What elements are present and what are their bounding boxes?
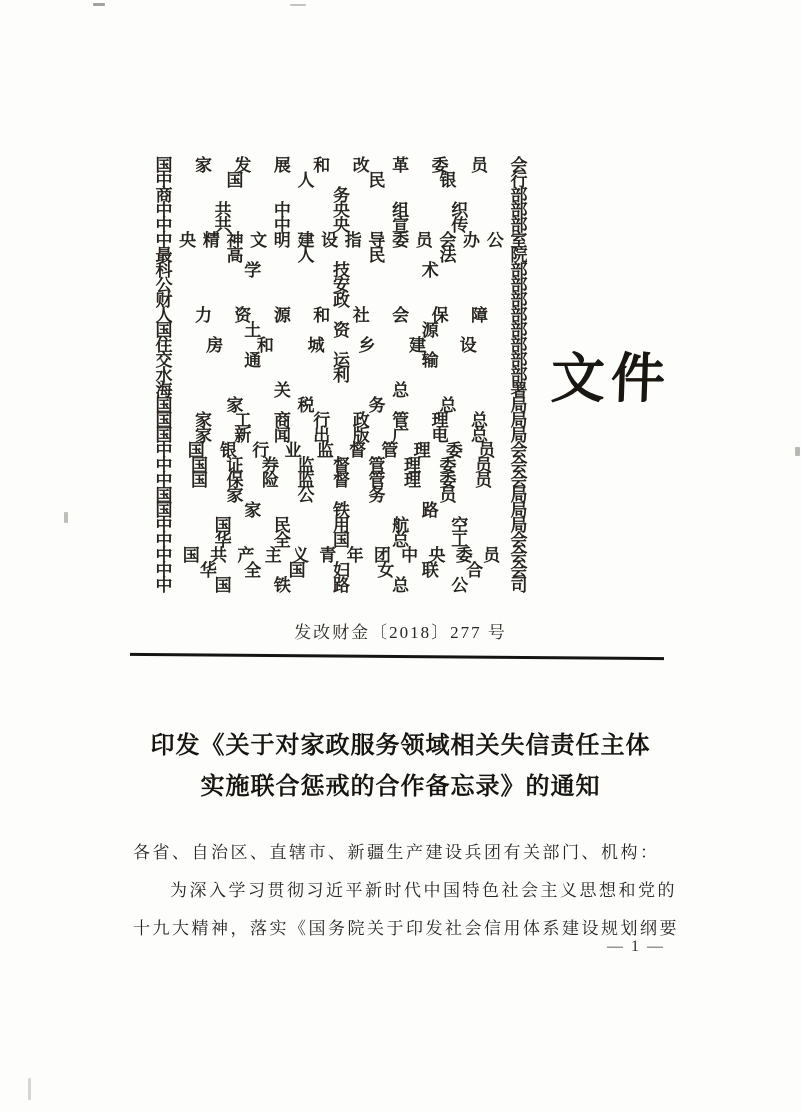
- agency-char: 行: [252, 441, 270, 460]
- agency-char: 中: [155, 456, 173, 475]
- agency-char: 中: [273, 216, 291, 235]
- scan-speck: [28, 1078, 31, 1100]
- agency-char: 用: [332, 516, 350, 535]
- agency-char: 理: [404, 456, 421, 475]
- agency-char: 广: [392, 426, 410, 445]
- agency-char: 出: [313, 426, 331, 445]
- agency-char: 央: [332, 216, 350, 235]
- agency-char: 路: [332, 576, 350, 595]
- agency-char: 总: [392, 576, 410, 595]
- agency-char: 展: [273, 156, 291, 175]
- agency-char: 局: [510, 516, 528, 535]
- agency-char: 工: [234, 411, 252, 430]
- agency-char: 委: [392, 231, 410, 250]
- agency-char: 和: [313, 156, 331, 175]
- agency-char: 家: [226, 486, 244, 505]
- paragraph-line2: 十九大精神，落实《国务院关于印发社会信用体系建设规划纲要: [133, 919, 679, 938]
- agency-char: 政: [333, 291, 350, 310]
- agency-char: 券: [262, 456, 279, 475]
- agency-char: 央: [332, 201, 350, 220]
- agency-char: 技: [333, 261, 350, 280]
- agency-char: 局: [510, 396, 528, 415]
- agency-char: 员: [415, 231, 433, 250]
- agency-char: 输: [421, 351, 439, 370]
- doc-title-line1: 印发《关于对家政服务领域相关失信责任主体: [150, 733, 651, 759]
- agency-char: 总: [471, 426, 488, 445]
- agency-char: 员: [478, 441, 496, 460]
- agency-char: 明: [273, 231, 291, 250]
- agency-char: 员: [475, 456, 492, 475]
- agency-char: 设: [321, 231, 339, 250]
- agency-char: 华: [214, 531, 232, 550]
- agency-char: 中: [155, 576, 173, 595]
- agency-char: 国: [155, 501, 173, 520]
- agency-char: 安: [333, 276, 350, 295]
- agency-char: 银: [220, 441, 238, 460]
- agency-char: 部: [510, 276, 528, 295]
- agency-char: 关: [273, 381, 291, 400]
- agency-char: 委: [439, 456, 457, 475]
- agency-char: 会: [510, 441, 528, 460]
- agency-char: 国: [155, 486, 173, 505]
- agency-char: 监: [316, 441, 334, 460]
- agency-char: 税: [297, 396, 315, 415]
- agency-char: 织: [451, 201, 469, 220]
- agency-char: 中: [155, 531, 173, 550]
- agency-char: 土: [244, 321, 262, 340]
- agency-char: 公: [451, 576, 469, 595]
- agency-char: 航: [392, 516, 410, 535]
- agency-char: 乡: [358, 336, 376, 355]
- agency-char: 革: [392, 156, 410, 175]
- agency-char: 人: [297, 246, 315, 265]
- agency-char: 民: [368, 171, 386, 190]
- agency-char: 公: [486, 231, 504, 250]
- doc-number: 发改财金〔2018〕277 号: [294, 623, 507, 642]
- agency-char: 会: [439, 231, 457, 250]
- agency-char: 主: [264, 546, 282, 565]
- agency-char: 建: [409, 336, 427, 355]
- agency-char: 家: [244, 501, 262, 520]
- agency-char: 团: [373, 546, 391, 565]
- agency-char: 闻: [273, 426, 291, 445]
- agency-char: 房: [206, 336, 224, 355]
- agency-char: 指: [344, 231, 362, 250]
- agency-char: 神: [226, 231, 244, 250]
- agency-char: 华: [199, 561, 217, 580]
- agency-char: 高: [226, 246, 244, 265]
- agency-char: 青: [319, 546, 337, 565]
- agency-char: 设: [459, 336, 477, 355]
- agency-char: 传: [451, 216, 469, 235]
- agency-char: 家: [194, 426, 212, 445]
- agency-char: 中: [155, 171, 173, 190]
- agency-char: 商: [273, 411, 291, 430]
- agency-char: 保: [226, 471, 244, 490]
- agency-char: 中: [155, 546, 173, 565]
- agency-line: [155, 368, 528, 383]
- agency-char: 部: [510, 351, 528, 370]
- agency-char: 管: [368, 456, 386, 475]
- agency-char: 国: [155, 426, 173, 445]
- agency-char: 中: [155, 201, 173, 220]
- agency-char: 委: [445, 441, 463, 460]
- agency-char: 版: [352, 426, 370, 445]
- agency-char: 行: [510, 171, 528, 190]
- agency-char: 委: [431, 156, 449, 175]
- agency-char: 国: [332, 531, 350, 550]
- agency-char: 社: [352, 306, 370, 325]
- agency-char: 督: [333, 471, 350, 490]
- agency-char: 科: [155, 261, 173, 280]
- agency-line: [155, 428, 528, 443]
- agency-char: 员: [471, 156, 488, 175]
- agency-char: 员: [439, 486, 457, 505]
- agency-char: 管: [368, 471, 386, 490]
- agency-char: 中: [273, 201, 291, 220]
- agency-char: 管: [381, 441, 399, 460]
- agency-char: 部: [510, 291, 528, 310]
- agency-char: 部: [510, 216, 528, 235]
- agency-char: 资: [333, 321, 350, 340]
- agency-char: 国: [214, 516, 232, 535]
- agency-char: 部: [510, 186, 528, 205]
- agency-char: 证: [226, 456, 244, 475]
- agency-char: 宣: [392, 216, 410, 235]
- agency-char: 国: [288, 561, 306, 580]
- agency-char: 务: [333, 186, 350, 205]
- agency-char: 险: [262, 471, 279, 490]
- agency-list: [155, 158, 528, 593]
- scan-speck: [93, 3, 105, 6]
- agency-char: 铁: [273, 576, 291, 595]
- agency-char: 央: [428, 546, 446, 565]
- agency-char: 家: [226, 396, 244, 415]
- page-number: — 1 —: [607, 938, 665, 955]
- agency-char: 国: [214, 576, 232, 595]
- agency-char: 年: [346, 546, 364, 565]
- agency-char: 委: [455, 546, 473, 565]
- agency-char: 公: [155, 276, 173, 295]
- agency-char: 导: [368, 231, 386, 250]
- agency-char: 业: [284, 441, 302, 460]
- agency-char: 路: [421, 501, 439, 520]
- agency-char: 共: [210, 546, 228, 565]
- agency-char: 总: [392, 531, 410, 550]
- agency-char: 总: [439, 396, 457, 415]
- agency-char: 中: [155, 441, 173, 460]
- agency-char: 源: [273, 306, 291, 325]
- agency-char: 通: [244, 351, 262, 370]
- agency-char: 改: [352, 156, 370, 175]
- agency-char: 部: [510, 306, 528, 325]
- agency-char: 会: [510, 456, 528, 475]
- salutation: 各省、自治区、直辖市、新疆生产建设兵团有关部门、机构：: [133, 843, 660, 862]
- agency-char: 会: [510, 156, 528, 175]
- agency-char: 最: [155, 246, 173, 265]
- agency-char: 会: [392, 306, 410, 325]
- agency-char: 和: [256, 336, 274, 355]
- doc-title: [0, 726, 801, 808]
- agency-char: 中: [401, 546, 419, 565]
- agency-char: 中: [155, 231, 173, 250]
- agency-char: 国: [191, 471, 208, 490]
- agency-char: 运: [333, 351, 350, 370]
- agency-char: 督: [333, 456, 350, 475]
- agency-char: 总: [392, 381, 410, 400]
- agency-char: 妇: [333, 561, 350, 580]
- agency-char: 行: [313, 411, 331, 430]
- agency-char: 务: [368, 486, 386, 505]
- agency-char: 源: [421, 321, 439, 340]
- agency-char: 法: [439, 246, 457, 265]
- agency-char: 央: [179, 231, 197, 250]
- agency-char: 全: [273, 531, 291, 550]
- agency-char: 财: [155, 291, 173, 310]
- header-divider: [130, 653, 664, 660]
- agency-char: 全: [244, 561, 262, 580]
- agency-char: 中: [155, 216, 173, 235]
- agency-char: 资: [234, 306, 252, 325]
- agency-char: 国: [182, 546, 200, 565]
- agency-char: 总: [471, 411, 488, 430]
- agency-char: 女: [377, 561, 395, 580]
- agency-char: 局: [510, 426, 528, 445]
- agency-char: 员: [475, 471, 492, 490]
- doc-type-label: 文件: [549, 349, 672, 409]
- agency-char: 国: [155, 321, 173, 340]
- agency-char: 精: [202, 231, 220, 250]
- agency-char: 人: [297, 171, 315, 190]
- agency-char: 产: [237, 546, 255, 565]
- paragraph-line1: 为深入学习贯彻习近平新时代中国特色社会主义思想和党的: [170, 881, 677, 900]
- agency-char: 城: [307, 336, 325, 355]
- agency-char: 工: [451, 531, 469, 550]
- agency-char: 理: [404, 471, 421, 490]
- agency-char: 中: [155, 471, 173, 490]
- agency-char: 监: [297, 456, 315, 475]
- agency-char: 司: [510, 576, 528, 595]
- agency-char: 共: [214, 201, 232, 220]
- agency-line: [155, 158, 528, 173]
- scan-speck: [290, 4, 306, 6]
- agency-char: 利: [333, 366, 350, 385]
- agency-char: 中: [155, 561, 173, 580]
- agency-char: 管: [392, 411, 410, 430]
- agency-char: 交: [155, 351, 173, 370]
- agency-line: [155, 473, 528, 488]
- agency-char: 会: [510, 561, 528, 580]
- agency-char: 室: [510, 231, 528, 250]
- agency-char: 家: [194, 156, 212, 175]
- agency-char: 家: [194, 411, 212, 430]
- agency-char: 组: [392, 201, 410, 220]
- agency-char: 会: [510, 531, 528, 550]
- agency-char: 国: [187, 441, 205, 460]
- agency-char: 部: [510, 261, 528, 280]
- agency-char: 海: [155, 381, 173, 400]
- agency-char: 民: [273, 516, 291, 535]
- agency-char: 民: [368, 246, 386, 265]
- agency-char: 联: [421, 561, 439, 580]
- agency-char: 电: [431, 426, 449, 445]
- agency-char: 空: [451, 516, 469, 535]
- agency-char: 国: [155, 411, 173, 430]
- agency-char: 办: [463, 231, 481, 250]
- agency-char: 署: [510, 381, 528, 400]
- agency-char: 人: [155, 306, 173, 325]
- agency-char: 务: [368, 396, 386, 415]
- agency-char: 国: [155, 396, 173, 415]
- agency-char: 银: [439, 171, 457, 190]
- scan-speck: [795, 447, 800, 456]
- agency-char: 学: [244, 261, 262, 280]
- agency-char: 理: [431, 411, 449, 430]
- agency-char: 部: [510, 321, 528, 340]
- agency-char: 理: [413, 441, 431, 460]
- agency-char: 力: [194, 306, 212, 325]
- agency-char: 国: [155, 156, 173, 175]
- agency-char: 院: [510, 246, 528, 265]
- agency-char: 会: [510, 471, 528, 490]
- agency-char: 委: [439, 471, 457, 490]
- agency-char: 国: [191, 456, 208, 475]
- agency-line: [155, 578, 528, 593]
- agency-char: 文: [250, 231, 268, 250]
- agency-char: 部: [510, 366, 528, 385]
- agency-char: 员: [483, 546, 501, 565]
- agency-char: 障: [471, 306, 488, 325]
- agency-char: 和: [313, 306, 331, 325]
- agency-char: 水: [155, 366, 173, 385]
- agency-char: 部: [510, 201, 528, 220]
- agency-char: 监: [297, 471, 315, 490]
- agency-char: 合: [466, 561, 484, 580]
- scan-speck: [64, 512, 68, 523]
- agency-char: 义: [291, 546, 309, 565]
- agency-char: 公: [297, 486, 315, 505]
- agency-char: 局: [510, 501, 528, 520]
- agency-line: [155, 233, 528, 248]
- agency-char: 政: [352, 411, 370, 430]
- agency-char: 局: [510, 486, 528, 505]
- agency-line: [155, 383, 528, 398]
- agency-char: 国: [226, 171, 244, 190]
- agency-char: 建: [297, 231, 315, 250]
- agency-char: 督: [349, 441, 367, 460]
- agency-char: 共: [214, 216, 232, 235]
- doc-title-line2: 实施联合惩戒的合作备忘录》的通知: [200, 774, 601, 800]
- agency-char: 发: [234, 156, 252, 175]
- agency-char: 部: [510, 336, 528, 355]
- agency-char: 会: [510, 546, 528, 565]
- agency-char: 术: [421, 261, 439, 280]
- agency-char: 中: [155, 516, 173, 535]
- agency-char: 商: [155, 186, 173, 205]
- agency-char: 新: [234, 426, 252, 445]
- agency-char: 局: [510, 411, 528, 430]
- agency-char: 铁: [333, 501, 350, 520]
- agency-char: 保: [431, 306, 449, 325]
- doc-body: [133, 834, 679, 948]
- agency-char: 住: [155, 336, 173, 355]
